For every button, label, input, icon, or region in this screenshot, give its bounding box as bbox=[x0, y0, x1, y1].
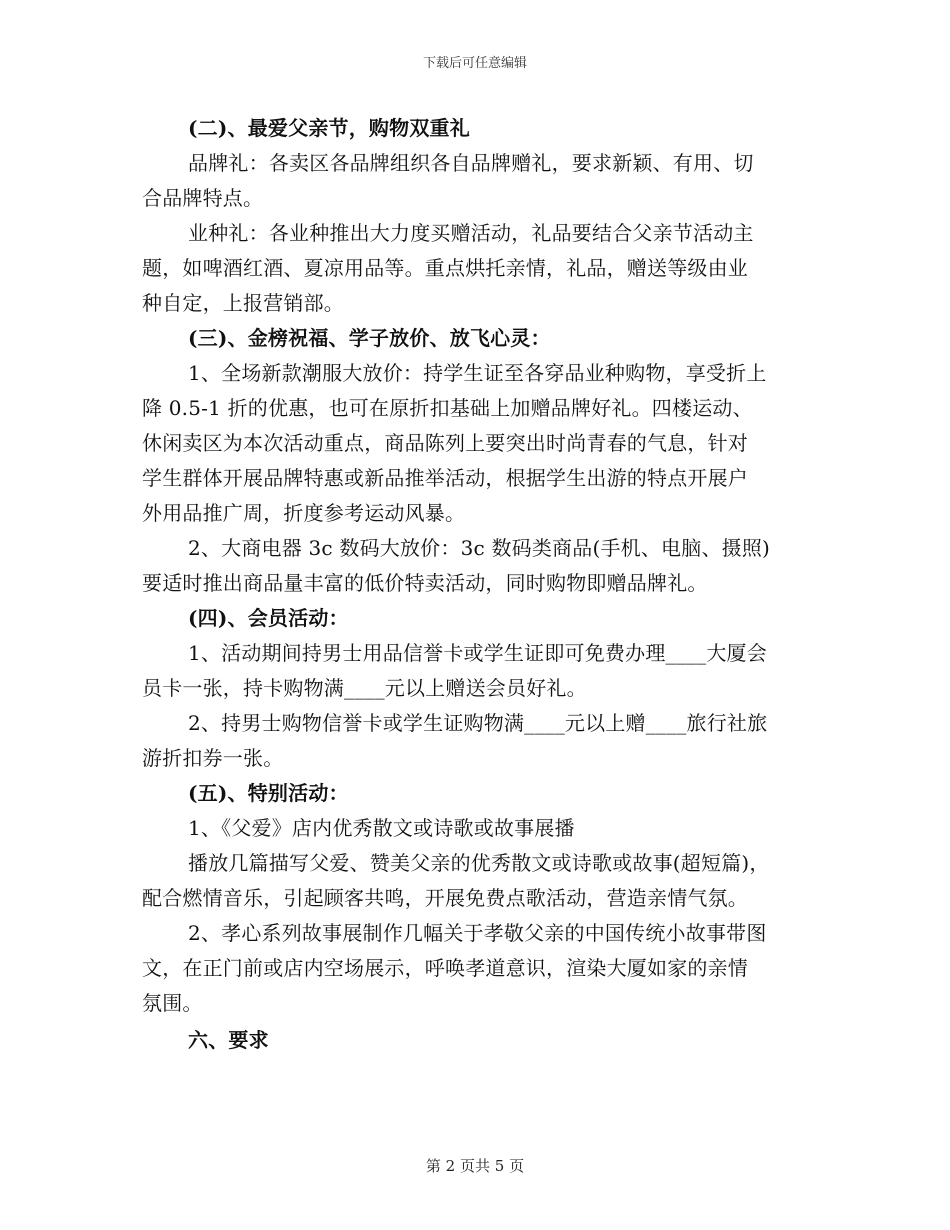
paragraph-line: 播放几篇描写父爱、赞美父亲的优秀散文或诗歌或故事(超短篇)， bbox=[188, 851, 770, 875]
section-heading-3: (三)、金榜祝福、学子放价、放飞心灵： bbox=[188, 326, 551, 350]
paragraph-line: 学生群体开展品牌特惠或新品推举活动，根据学生出游的特点开展户 bbox=[142, 466, 748, 490]
paragraph-line: 休闲卖区为本次活动重点，商品陈列上要突出时尚青春的气息，针对 bbox=[142, 431, 748, 455]
paragraph-line: 配合燃情音乐，引起顾客共鸣，开展免费点歌活动，营造亲情气氛。 bbox=[142, 886, 748, 910]
paragraph-line: 品牌礼：各卖区各品牌组织各自品牌赠礼，要求新颖、有用、切 bbox=[188, 151, 754, 175]
paragraph-line: 业种礼：各业种推出大力度买赠活动，礼品要结合父亲节活动主 bbox=[188, 221, 754, 245]
section-heading-6: 六、要求 bbox=[188, 1028, 269, 1052]
paragraph-line: 员卡一张，持卡购物满____元以上赠送会员好礼。 bbox=[142, 676, 587, 700]
paragraph-line: 文，在正门前或店内空场展示，呼唤孝道意识，渲染大厦如家的亲情 bbox=[142, 956, 748, 980]
paragraph-line: 2、孝心系列故事展制作几幅关于孝敬父亲的中国传统小故事带图 bbox=[188, 921, 767, 945]
paragraph-line: 合品牌特点。 bbox=[142, 186, 264, 210]
paragraph-line: 题，如啤酒红酒、夏凉用品等。重点烘托亲情，礼品，赠送等级由业 bbox=[142, 256, 748, 280]
paragraph-line: 1、《父爱》店内优秀散文或诗歌或故事展播 bbox=[188, 816, 575, 840]
paragraph-line: 2、大商电器 3c 数码大放价：3c 数码类商品(手机、电脑、摄照) bbox=[188, 536, 771, 560]
section-heading-2: (二)、最爱父亲节，购物双重礼 bbox=[188, 116, 470, 140]
page-header: 下载后可任意编辑 bbox=[422, 56, 527, 71]
section-heading-4: (四)、会员活动： bbox=[188, 606, 349, 630]
paragraph-line: 2、持男士购物信誉卡或学生证购物满____元以上赠____旅行社旅 bbox=[188, 711, 768, 735]
paragraph-line: 氛围。 bbox=[142, 991, 203, 1015]
paragraph-line: 1、活动期间持男士用品信誉卡或学生证即可免费办理____大厦会 bbox=[188, 641, 767, 665]
paragraph-line: 要适时推出商品量丰富的低价特卖活动，同时购物即赠品牌礼。 bbox=[142, 571, 708, 595]
document-body bbox=[142, 111, 808, 1058]
paragraph-line: 游折扣券一张。 bbox=[142, 746, 284, 770]
page-footer: 第 2 页共 5 页 bbox=[425, 1157, 525, 1175]
paragraph-line: 1、全场新款潮服大放价：持学生证至各穿品业种购物，享受折上 bbox=[188, 361, 767, 385]
section-heading-5: (五)、特别活动： bbox=[188, 781, 349, 805]
paragraph-line: 降 0.5-1 折的优惠，也可在原折扣基础上加赠品牌好礼。四楼运动、 bbox=[142, 396, 753, 420]
paragraph-line: 种自定，上报营销部。 bbox=[142, 291, 344, 315]
paragraph-line: 外用品推广周，折度参考运动风暴。 bbox=[142, 501, 466, 525]
